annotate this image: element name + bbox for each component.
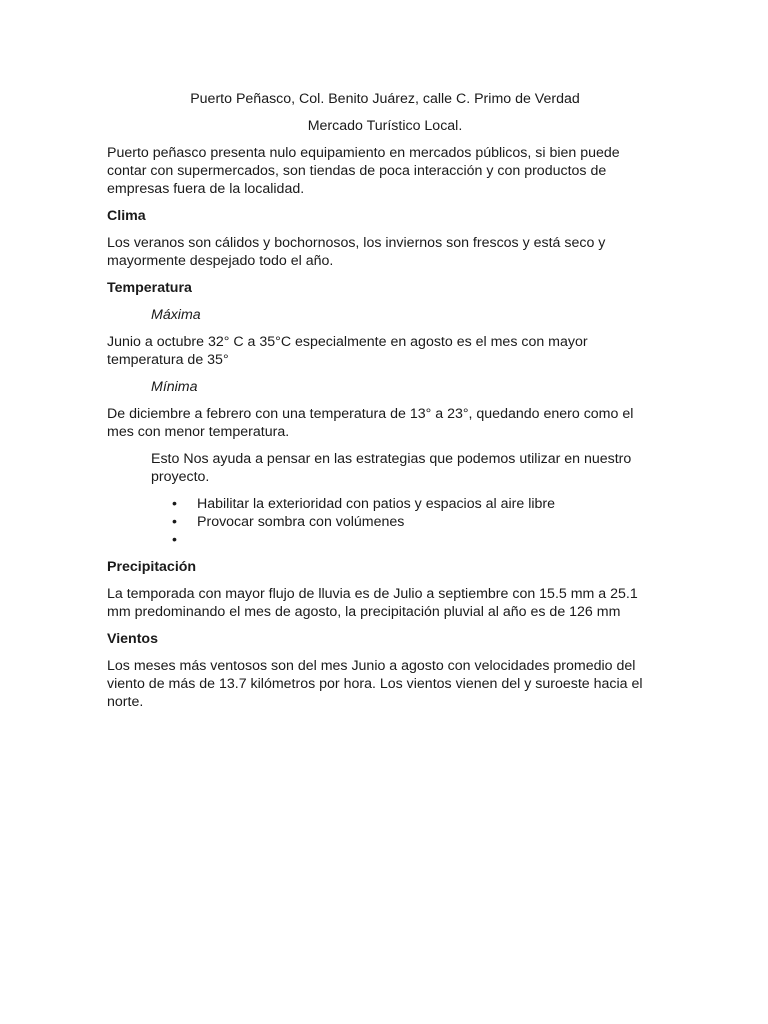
intro-paragraph: Puerto peñasco presenta nulo equipamiento en mercados públicos, si bien puede contar con supermercados, son tiendas de poca interacción y con productos de empresas fuera de la localidad. bbox=[107, 145, 620, 197]
strategy-list bbox=[107, 495, 663, 549]
list-item bbox=[107, 531, 663, 549]
list-item-text: Habilitar la exterioridad con patios y espacios al aire libre bbox=[197, 496, 556, 512]
maxima-paragraph: Junio a octubre 32° C a 35°C especialmente en agosto es el mes con mayor temperatura de 35° bbox=[107, 334, 588, 368]
document-title: Mercado Turístico Local. bbox=[307, 118, 463, 134]
bullet-icon: • bbox=[172, 496, 177, 512]
bullet-icon: • bbox=[172, 532, 177, 548]
list-item bbox=[107, 495, 663, 513]
vientos-paragraph: Los meses más ventosos son del mes Junio a agosto con velocidades promedio del viento de más de 13.7 kilómetros por hora. Los vientos vienen del y suroeste hacia el norte. bbox=[107, 658, 643, 710]
document-body bbox=[107, 90, 663, 720]
address-line: Puerto Peñasco, Col. Benito Juárez, calle C. Primo de Verdad bbox=[190, 91, 580, 107]
clima-heading: Clima bbox=[107, 208, 146, 224]
list-item bbox=[107, 513, 663, 531]
vientos-heading: Vientos bbox=[107, 631, 158, 647]
precipitacion-heading: Precipitación bbox=[107, 559, 197, 575]
temperatura-heading: Temperatura bbox=[107, 280, 192, 296]
minima-label: Mínima bbox=[151, 379, 198, 395]
precipitacion-paragraph: La temporada con mayor flujo de lluvia es de Julio a septiembre con 15.5 mm a 25.1 mm predominando el mes de agosto, la precipitación pluvial al año es de 126 mm bbox=[107, 586, 638, 620]
list-item-text: Provocar sombra con volúmenes bbox=[197, 514, 405, 530]
minima-paragraph: De diciembre a febrero con una temperatura de 13° a 23°, quedando enero como el mes con menor temperatura. bbox=[107, 406, 634, 440]
strategy-paragraph: Esto Nos ayuda a pensar en las estrategias que podemos utilizar en nuestro proyecto. bbox=[151, 451, 632, 485]
bullet-icon: • bbox=[172, 514, 177, 530]
clima-paragraph: Los veranos son cálidos y bochornosos, los inviernos son frescos y está seco y mayormente despejado todo el año. bbox=[107, 235, 606, 269]
maxima-label: Máxima bbox=[151, 307, 201, 323]
